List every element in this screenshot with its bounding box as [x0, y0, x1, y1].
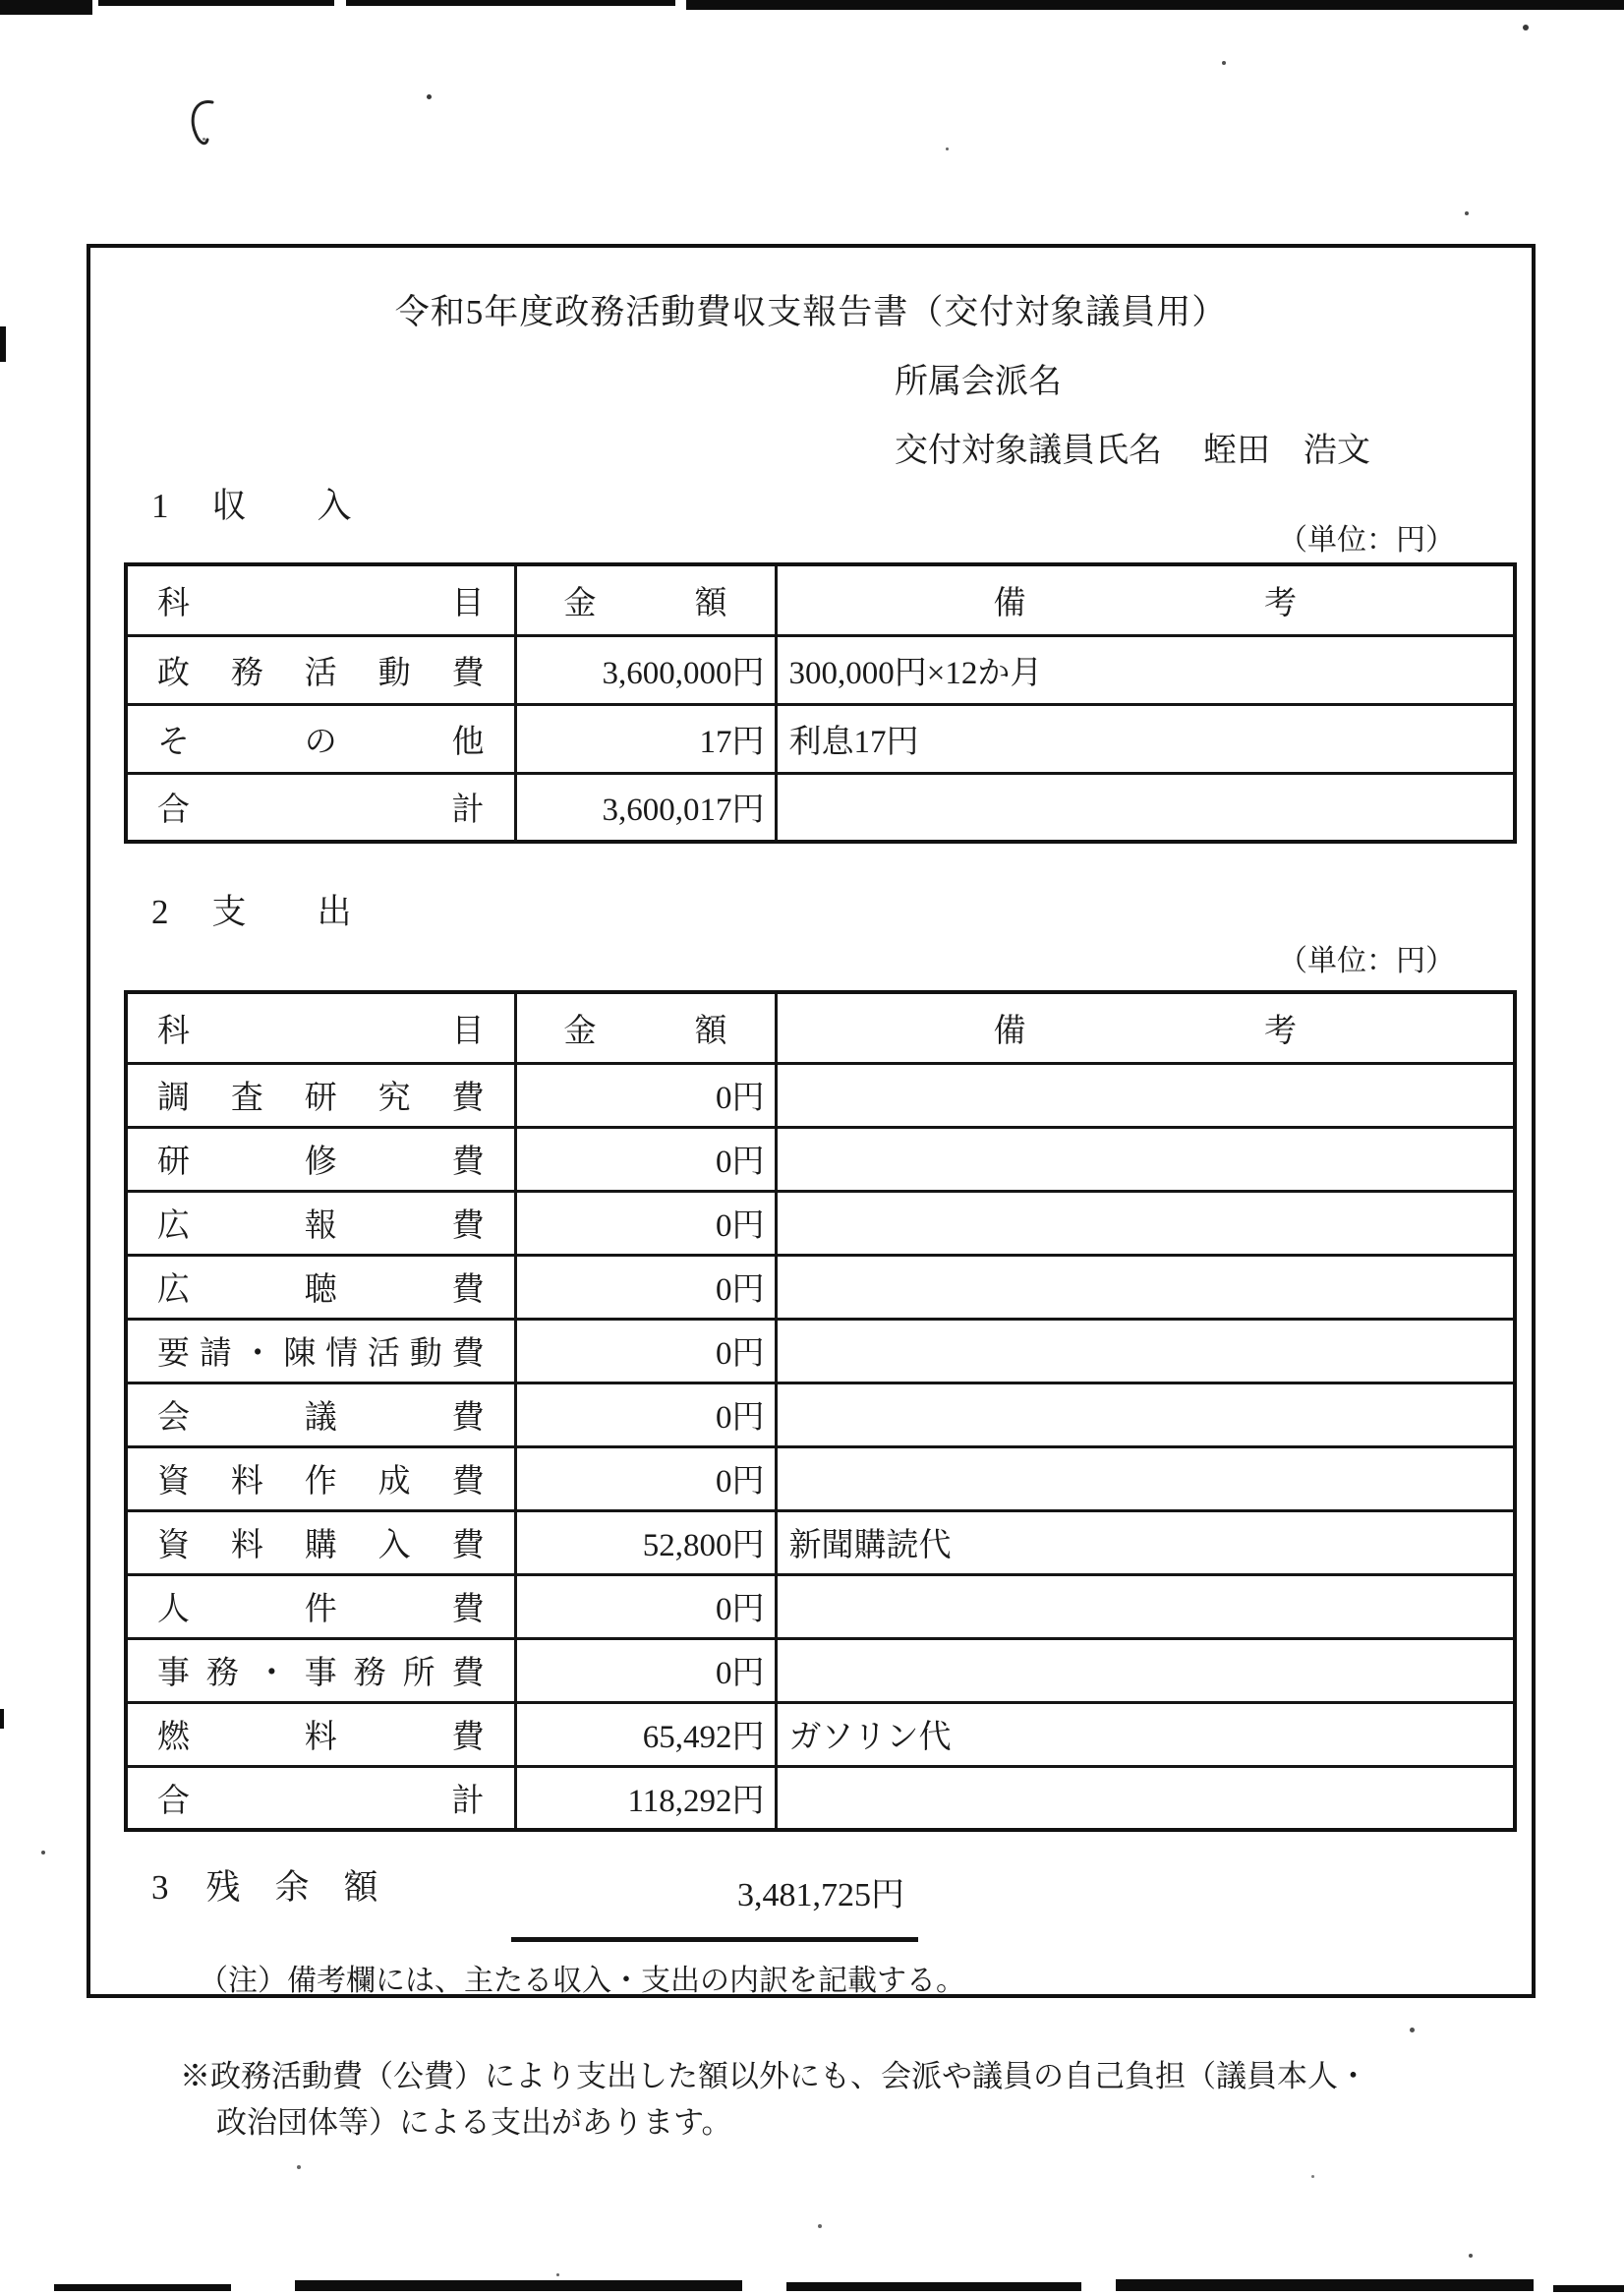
expense-table — [124, 990, 1517, 1832]
scan-speck — [203, 138, 205, 141]
scan-edge-bar — [686, 0, 1624, 10]
table-row — [126, 1574, 1515, 1638]
income-header-row — [126, 564, 1515, 635]
table-row — [126, 704, 1515, 773]
scan-edge-bar — [295, 2280, 742, 2291]
remarks-cell — [776, 1319, 1515, 1383]
member-name: 蛭田 浩文 — [1203, 433, 1370, 469]
footnote — [180, 2053, 1487, 2146]
amount-cell: 118,292円 — [515, 1766, 776, 1830]
income-unit-label: （単位：円） — [1278, 524, 1455, 557]
remarks-cell — [776, 1766, 1515, 1830]
footnote-line-2: 政治団体等）による支出があります。 — [216, 2105, 732, 2140]
expense-header-row — [126, 992, 1515, 1063]
item-cell: 広報費 — [126, 1191, 515, 1255]
remarks-cell: 新聞購読代 — [776, 1510, 1515, 1574]
scan-speck — [818, 2224, 822, 2228]
amount-cell: 0円 — [515, 1383, 776, 1446]
income-section-heading — [151, 479, 423, 528]
item-cell: 資料購入費 — [126, 1510, 515, 1574]
remarks-cell — [776, 1127, 1515, 1191]
scan-speck — [1311, 2175, 1314, 2178]
amount-cell: 0円 — [515, 1446, 776, 1510]
remarks-cell: 300,000円×12か月 — [776, 635, 1515, 704]
amount-cell: 65,492円 — [515, 1702, 776, 1766]
affiliation-label: 所属会派名 — [895, 364, 1062, 400]
remarks-cell — [776, 1574, 1515, 1638]
scan-edge-bar — [0, 0, 92, 15]
table-row — [126, 1063, 1515, 1127]
header-item: 科目 — [126, 992, 515, 1063]
amount-cell: 0円 — [515, 1191, 776, 1255]
expense-unit-label: （単位：円） — [1278, 945, 1455, 977]
balance-amount: 3,481,725円 — [511, 1867, 918, 1942]
member-label: 交付対象議員氏名 — [895, 433, 1162, 469]
amount-cell: 0円 — [515, 1638, 776, 1702]
footnote-line-1: ※政務活動費（公費）により支出した額以外にも、会派や議員の自己負担（議員本人・ — [180, 2059, 1368, 2093]
remarks-cell: 利息17円 — [776, 704, 1515, 773]
scan-speck — [41, 1851, 45, 1854]
balance-section-title: 残余額 — [205, 1868, 413, 1907]
amount-cell: 52,800円 — [515, 1510, 776, 1574]
remarks-cell — [776, 773, 1515, 842]
scan-edge-bar — [1553, 2285, 1624, 2292]
amount-cell: 0円 — [515, 1255, 776, 1319]
scan-speck — [1222, 61, 1226, 65]
scan-speck — [297, 2165, 301, 2169]
income-table — [124, 562, 1517, 844]
item-cell: 人件費 — [126, 1574, 515, 1638]
table-row — [126, 1319, 1515, 1383]
scan-speck — [1465, 211, 1469, 215]
item-cell: 政務活動費 — [126, 635, 515, 704]
remarks-cell — [776, 1383, 1515, 1446]
table-row — [126, 1127, 1515, 1191]
item-cell: 広聴費 — [126, 1255, 515, 1319]
item-cell: 会議費 — [126, 1383, 515, 1446]
remarks-cell: ガソリン代 — [776, 1702, 1515, 1766]
table-row — [126, 1191, 1515, 1255]
report-border-box — [87, 244, 1536, 1998]
income-section-title: 収入 — [211, 487, 423, 525]
table-row — [126, 1702, 1515, 1766]
item-cell: 事務・事務所費 — [126, 1638, 515, 1702]
amount-cell: 0円 — [515, 1319, 776, 1383]
remarks-note: （注）備考欄には、主たる収入・支出の内訳を記載する。 — [199, 1965, 965, 1997]
table-row — [126, 1446, 1515, 1510]
header-item: 科目 — [126, 564, 515, 635]
header-amount: 金額 — [515, 992, 776, 1063]
balance-section-heading — [151, 1860, 413, 1910]
table-row — [126, 773, 1515, 842]
remarks-cell — [776, 1638, 1515, 1702]
amount-cell: 0円 — [515, 1127, 776, 1191]
item-cell: 研修費 — [126, 1127, 515, 1191]
income-section-number: 1 — [151, 487, 169, 525]
amount-cell: 3,600,017円 — [515, 773, 776, 842]
table-row — [126, 1383, 1515, 1446]
scan-speck — [1523, 25, 1529, 30]
scan-edge-mark — [0, 326, 6, 362]
scan-edge-bar — [346, 0, 675, 6]
item-cell: 合計 — [126, 1766, 515, 1830]
remarks-cell — [776, 1191, 1515, 1255]
scan-speck — [1410, 2028, 1415, 2032]
header-remarks: 備考 — [776, 992, 1515, 1063]
scan-speck — [1469, 2254, 1473, 2258]
item-cell: 燃料費 — [126, 1702, 515, 1766]
item-cell: 調査研究費 — [126, 1063, 515, 1127]
report-title: 令和5年度政務活動費収支報告書（交付対象議員用） — [394, 293, 1228, 331]
item-cell: 資料作成費 — [126, 1446, 515, 1510]
scan-edge-bar — [786, 2282, 1081, 2291]
pen-curl-mark — [183, 96, 222, 159]
scan-speck — [427, 94, 432, 99]
table-row — [126, 635, 1515, 704]
item-cell: その他 — [126, 704, 515, 773]
expense-section-heading — [151, 885, 423, 934]
remarks-cell — [776, 1255, 1515, 1319]
scan-speck — [946, 147, 949, 150]
expense-section-number: 2 — [151, 893, 169, 931]
remarks-cell — [776, 1063, 1515, 1127]
table-row — [126, 1638, 1515, 1702]
amount-cell: 3,600,000円 — [515, 635, 776, 704]
scan-speck — [556, 2273, 559, 2276]
amount-cell: 17円 — [515, 704, 776, 773]
amount-cell: 0円 — [515, 1574, 776, 1638]
item-cell: 合計 — [126, 773, 515, 842]
scan-edge-mark — [0, 1709, 4, 1729]
header-amount: 金額 — [515, 564, 776, 635]
expense-section-title: 支出 — [211, 893, 423, 931]
member-line — [895, 423, 1370, 471]
remarks-cell — [776, 1446, 1515, 1510]
table-row — [126, 1766, 1515, 1830]
scan-edge-bar — [98, 0, 334, 6]
scan-edge-bar — [1116, 2279, 1534, 2291]
balance-section-number: 3 — [151, 1868, 169, 1907]
table-row — [126, 1510, 1515, 1574]
scan-edge-bar — [54, 2284, 231, 2291]
item-cell: 要請・陳情活動費 — [126, 1319, 515, 1383]
amount-cell: 0円 — [515, 1063, 776, 1127]
header-remarks: 備考 — [776, 564, 1515, 635]
table-row — [126, 1255, 1515, 1319]
